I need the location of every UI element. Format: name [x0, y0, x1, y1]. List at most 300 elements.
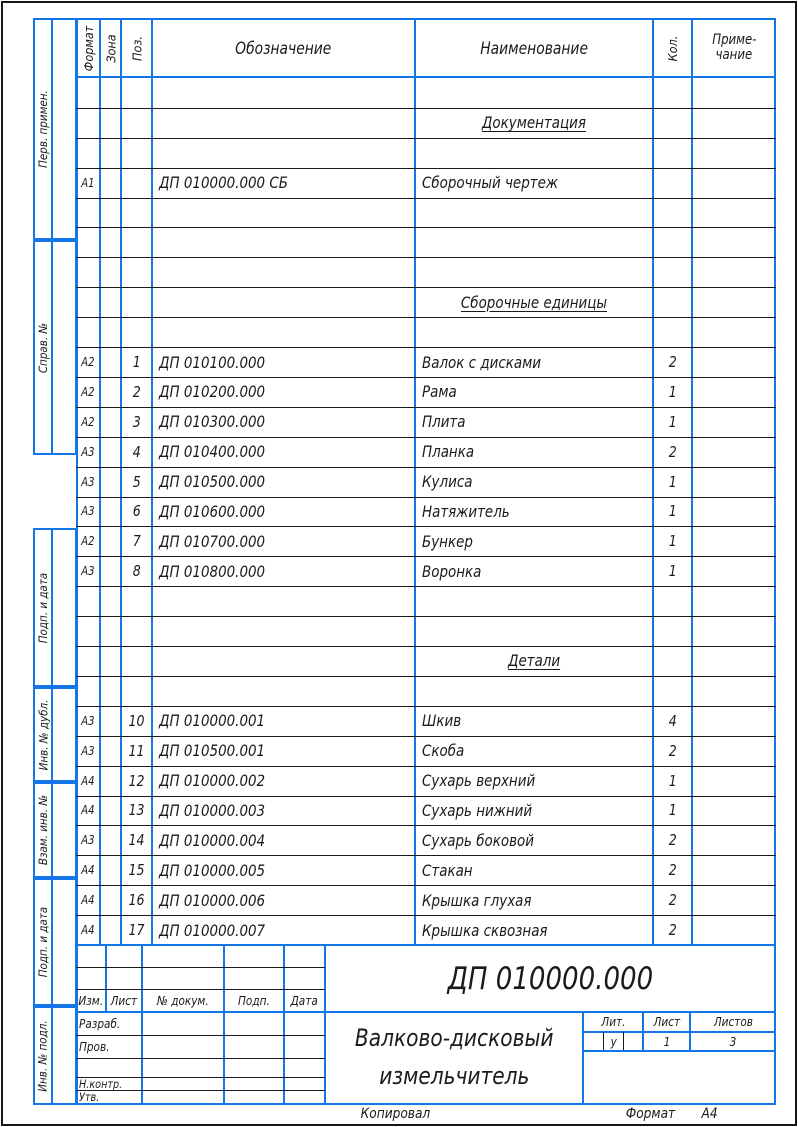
cell-qty: [653, 885, 692, 915]
cell-format: [76, 407, 100, 437]
spec-row: [76, 227, 776, 258]
cell-name: [415, 467, 653, 497]
cell-designation: [152, 317, 415, 347]
column-header-zone: Зона: [103, 33, 118, 63]
cell-text: Воронка: [422, 561, 482, 581]
sidebar-segment-vzam-inv: [33, 782, 77, 878]
cell-format: [76, 467, 100, 497]
cell-pos: [121, 198, 152, 228]
section-row: [76, 108, 776, 139]
cell-text: ДП 010600.000: [159, 501, 266, 521]
cell-zone: [100, 407, 121, 437]
cell-note: [692, 676, 776, 706]
cell-pos: [121, 168, 152, 198]
cell-name: [415, 915, 653, 945]
cell-note: [692, 556, 776, 586]
product-name: Валково-дисковый измельчитель: [354, 1024, 554, 1090]
cell-text: ДП 010700.000: [159, 531, 266, 551]
spec-row: [76, 317, 776, 348]
sidebar-label: Подп. и дата: [36, 572, 50, 643]
cell-designation: [152, 616, 415, 646]
cell-zone: [100, 676, 121, 706]
cell-note: [692, 257, 776, 287]
cell-text: 10: [128, 711, 145, 730]
section-row: [76, 646, 776, 677]
cell-note: [692, 347, 776, 377]
header-izm: Изм.: [78, 993, 104, 1008]
cell-format: [76, 257, 100, 287]
spec-row: [76, 257, 776, 288]
segment-divider: [51, 689, 53, 780]
cell-note: [692, 407, 776, 437]
cell-text: А4: [81, 923, 95, 938]
cell-zone: [100, 526, 121, 556]
sidebar-segment-sprav-no: [33, 240, 77, 455]
cell-name: [415, 287, 653, 317]
sheet-label: Лист: [653, 1013, 680, 1029]
sheets-label: Листов: [713, 1013, 753, 1029]
column-header-qty: Кол.: [665, 35, 680, 61]
cell-text: А1: [81, 175, 95, 190]
document-number: ДП 010000.000: [447, 960, 654, 997]
cell-text: А3: [81, 474, 95, 489]
cell-text: 2: [668, 353, 677, 371]
spec-row: [76, 377, 776, 408]
section-title: Документация: [481, 113, 587, 133]
cell-qty: [653, 646, 692, 676]
cell-name: [415, 855, 653, 885]
cell-format: [76, 497, 100, 527]
cell-pos: [121, 497, 152, 527]
lit-label: Лит.: [600, 1013, 626, 1029]
cell-text: ДП 010500.001: [159, 741, 266, 761]
cell-qty: [653, 407, 692, 437]
cell-name: [415, 616, 653, 646]
cell-zone: [100, 556, 121, 586]
cell-note: [692, 78, 776, 108]
role-nkontr: Н.контр.: [79, 1076, 123, 1091]
cell-text: ДП 010000.001: [159, 711, 266, 731]
cell-pos: [121, 796, 152, 826]
cell-pos: [121, 586, 152, 616]
cell-designation: [152, 885, 415, 915]
cell-text: ДП 010000.003: [159, 800, 266, 820]
cell-designation: [152, 168, 415, 198]
cell-qty: [653, 736, 692, 766]
format-value: А4: [701, 1106, 719, 1122]
spec-row: [76, 347, 776, 378]
header-doc-number: № докум.: [157, 993, 209, 1008]
cell-designation: [152, 227, 415, 257]
cell-qty: [653, 347, 692, 377]
cell-text: А4: [81, 893, 95, 908]
cell-designation: [152, 586, 415, 616]
cell-text: Крышка глухая: [422, 890, 532, 910]
sidebar-label: Подп. и дата: [36, 906, 50, 978]
header-data: Дата: [290, 993, 319, 1008]
spec-row: [76, 855, 776, 886]
sheet-value: 1: [663, 1033, 670, 1049]
cell-note: [692, 736, 776, 766]
cell-note: [692, 915, 776, 945]
cell-text: Сухарь боковой: [422, 830, 534, 850]
cell-text: А3: [81, 833, 95, 848]
cell-designation: [152, 347, 415, 377]
cell-zone: [100, 497, 121, 527]
cell-name: [415, 736, 653, 766]
cell-designation: [152, 526, 415, 556]
segment-divider: [51, 880, 53, 1004]
cell-text: 11: [128, 741, 145, 760]
sidebar-label: Инв. № дубл.: [36, 699, 50, 770]
cell-note: [692, 825, 776, 855]
spec-row: [76, 616, 776, 647]
cell-text: А2: [81, 355, 95, 369]
cell-text: 12: [128, 771, 145, 790]
cell-note: [692, 526, 776, 556]
cell-qty: [653, 676, 692, 706]
cell-qty: [653, 108, 692, 138]
spec-row: [76, 437, 776, 468]
cell-pos: [121, 556, 152, 586]
cell-name: [415, 257, 653, 287]
cell-designation: [152, 556, 415, 586]
cell-text: 14: [128, 831, 145, 850]
cell-text: 3: [132, 412, 141, 431]
cell-note: [692, 855, 776, 885]
cell-zone: [100, 616, 121, 646]
sidebar-label: Инв. № подл.: [36, 1019, 50, 1092]
cell-format: [76, 736, 100, 766]
cell-zone: [100, 885, 121, 915]
cell-note: [692, 885, 776, 915]
spec-row: [76, 586, 776, 617]
cell-pos: [121, 855, 152, 885]
cell-zone: [100, 915, 121, 945]
cell-designation: [152, 108, 415, 138]
cell-format: [76, 646, 100, 676]
role-razrab: Разраб.: [79, 1016, 121, 1031]
spec-row: [76, 198, 776, 229]
cell-text: 1: [668, 562, 677, 581]
cell-designation: [152, 855, 415, 885]
cell-text: 7: [132, 532, 141, 551]
cell-qty: [653, 915, 692, 945]
cell-format: [76, 317, 100, 347]
cell-note: [692, 497, 776, 527]
cell-text: ДП 010100.000: [159, 352, 266, 372]
cell-qty: [653, 526, 692, 556]
header-list: Лист: [110, 993, 138, 1008]
cell-zone: [100, 766, 121, 796]
cell-designation: [152, 467, 415, 497]
cell-designation: [152, 796, 415, 826]
spec-row: [76, 138, 776, 169]
cell-zone: [100, 168, 121, 198]
cell-designation: [152, 676, 415, 706]
cell-qty: [653, 796, 692, 826]
cell-format: [76, 287, 100, 317]
spec-row: [76, 885, 776, 916]
section-title: Детали: [507, 651, 561, 671]
spec-row: [76, 78, 776, 109]
cell-note: [692, 706, 776, 736]
cell-zone: [100, 855, 121, 885]
column-header-designation: Обозначение: [235, 38, 332, 58]
cell-format: [76, 168, 100, 198]
cell-qty: [653, 497, 692, 527]
cell-name: [415, 646, 653, 676]
cell-text: 1: [668, 412, 677, 431]
sheets-value: 3: [729, 1033, 737, 1049]
cell-designation: [152, 915, 415, 945]
cell-pos: [121, 78, 152, 108]
cell-name: [415, 556, 653, 586]
cell-format: [76, 796, 100, 826]
sidebar-segment-perv-primen: [33, 18, 77, 240]
cell-pos: [121, 108, 152, 138]
cell-designation: [152, 437, 415, 467]
section-title: Сборочные единицы: [460, 292, 608, 312]
spec-row: [76, 706, 776, 737]
cell-qty: [653, 168, 692, 198]
cell-qty: [653, 227, 692, 257]
spec-row: [76, 168, 776, 199]
cell-zone: [100, 736, 121, 766]
cell-name: [415, 885, 653, 915]
column-header-pos: Поз.: [128, 35, 144, 61]
cell-name: [415, 78, 653, 108]
cell-zone: [100, 317, 121, 347]
cell-qty: [653, 377, 692, 407]
cell-name: [415, 586, 653, 616]
cell-zone: [100, 796, 121, 826]
cell-name: [415, 198, 653, 228]
cell-name: [415, 676, 653, 706]
cell-text: Сухарь нижний: [422, 800, 533, 820]
spec-row: [76, 915, 776, 945]
cell-note: [692, 796, 776, 826]
cell-text: 2: [668, 921, 677, 940]
cell-text: 1: [668, 771, 677, 790]
cell-name: [415, 796, 653, 826]
cell-text: А3: [81, 564, 95, 579]
cell-note: [692, 586, 776, 616]
cell-zone: [100, 108, 121, 138]
cell-text: ДП 010500.000: [159, 472, 266, 492]
cell-pos: [121, 676, 152, 706]
cell-text: А2: [81, 414, 95, 429]
cell-text: Шкив: [422, 711, 462, 731]
cell-text: 1: [668, 532, 677, 551]
cell-name: [415, 138, 653, 168]
cell-qty: [653, 287, 692, 317]
cell-text: 2: [668, 891, 677, 910]
spec-row: [76, 526, 776, 557]
cell-text: Валок с дисками: [422, 352, 541, 372]
cell-text: А3: [81, 444, 95, 459]
cell-format: [76, 138, 100, 168]
sidebar-segment-inv-podl: [33, 1006, 77, 1105]
header-podp: Подп.: [238, 993, 270, 1008]
cell-designation: [152, 825, 415, 855]
cell-pos: [121, 257, 152, 287]
cell-text: 4: [668, 711, 677, 730]
cell-name: [415, 766, 653, 796]
cell-text: А4: [81, 803, 95, 818]
cell-text: Крышка сквозная: [422, 920, 548, 940]
cell-designation: [152, 766, 415, 796]
cell-name: [415, 168, 653, 198]
cell-qty: [653, 467, 692, 497]
cell-text: Бункер: [422, 531, 473, 551]
cell-text: 1: [668, 502, 677, 521]
segment-divider: [51, 20, 53, 238]
cell-pos: [121, 825, 152, 855]
cell-text: 17: [128, 921, 145, 940]
cell-zone: [100, 347, 121, 377]
cell-note: [692, 646, 776, 676]
kopiroval-label: Копировал: [360, 1106, 430, 1122]
cell-pos: [121, 287, 152, 317]
cell-note: [692, 287, 776, 317]
spec-row: [76, 825, 776, 856]
cell-qty: [653, 855, 692, 885]
spec-row: [76, 467, 776, 498]
cell-text: 13: [128, 801, 145, 820]
cell-zone: [100, 437, 121, 467]
column-header-note: Приме- чание: [711, 32, 757, 63]
cell-designation: [152, 407, 415, 437]
cell-text: ДП 010400.000: [159, 442, 266, 462]
cell-qty: [653, 766, 692, 796]
cell-pos: [121, 766, 152, 796]
cell-format: [76, 556, 100, 586]
cell-format: [76, 825, 100, 855]
cell-text: Рама: [422, 382, 457, 402]
cell-text: 2: [132, 382, 141, 401]
cell-format: [76, 766, 100, 796]
cell-format: [76, 885, 100, 915]
cell-note: [692, 377, 776, 407]
cell-pos: [121, 616, 152, 646]
cell-text: 1: [668, 382, 677, 401]
cell-zone: [100, 646, 121, 676]
cell-note: [692, 168, 776, 198]
cell-pos: [121, 526, 152, 556]
cell-pos: [121, 138, 152, 168]
spec-table-body: [76, 78, 776, 945]
cell-name: [415, 526, 653, 556]
cell-name: [415, 407, 653, 437]
lit-value: у: [610, 1033, 617, 1049]
cell-text: 16: [128, 891, 145, 910]
cell-pos: [121, 377, 152, 407]
cell-format: [76, 347, 100, 377]
cell-text: ДП 010000.002: [159, 771, 266, 791]
cell-qty: [653, 138, 692, 168]
cell-zone: [100, 227, 121, 257]
column-header-format: Формат: [80, 25, 96, 71]
cell-text: А3: [81, 504, 95, 519]
cell-text: 1: [668, 801, 677, 820]
cell-name: [415, 706, 653, 736]
segment-divider: [51, 530, 53, 685]
cell-note: [692, 467, 776, 497]
cell-pos: [121, 347, 152, 377]
spec-row: [76, 676, 776, 707]
cell-zone: [100, 377, 121, 407]
cell-note: [692, 198, 776, 228]
cell-text: ДП 010300.000: [159, 412, 266, 432]
sidebar-segment-podp-data-1: [33, 528, 77, 687]
cell-note: [692, 616, 776, 646]
cell-name: [415, 317, 653, 347]
cell-designation: [152, 377, 415, 407]
cell-note: [692, 108, 776, 138]
segment-divider: [51, 1008, 53, 1103]
cell-text: 15: [128, 861, 145, 880]
cell-qty: [653, 198, 692, 228]
spec-row: [76, 736, 776, 767]
cell-pos: [121, 915, 152, 945]
cell-pos: [121, 227, 152, 257]
cell-name: [415, 437, 653, 467]
cell-format: [76, 706, 100, 736]
cell-text: А4: [81, 863, 95, 878]
cell-designation: [152, 497, 415, 527]
cell-designation: [152, 287, 415, 317]
cell-qty: [653, 317, 692, 347]
drawing-frame: [76, 18, 776, 1105]
cell-text: Планка: [422, 442, 475, 462]
cell-qty: [653, 556, 692, 586]
cell-note: [692, 227, 776, 257]
cell-designation: [152, 198, 415, 228]
cell-zone: [100, 198, 121, 228]
cell-designation: [152, 257, 415, 287]
cell-text: Натяжитель: [422, 501, 510, 521]
cell-zone: [100, 825, 121, 855]
segment-divider: [51, 784, 53, 876]
cell-pos: [121, 885, 152, 915]
cell-format: [76, 437, 100, 467]
cell-format: [76, 915, 100, 945]
spec-row: [76, 407, 776, 438]
cell-name: [415, 497, 653, 527]
cell-designation: [152, 138, 415, 168]
spec-row: [76, 556, 776, 587]
cell-format: [76, 676, 100, 706]
format-label: Формат: [625, 1106, 675, 1122]
cell-text: Скоба: [422, 741, 465, 761]
cell-name: [415, 108, 653, 138]
cell-text: ДП 010000.006: [159, 890, 266, 910]
cell-pos: [121, 706, 152, 736]
cell-zone: [100, 138, 121, 168]
cell-designation: [152, 736, 415, 766]
spec-row: [76, 796, 776, 827]
cell-zone: [100, 257, 121, 287]
cell-text: 2: [668, 831, 677, 850]
cell-pos: [121, 407, 152, 437]
cell-text: ДП 010800.000: [159, 561, 266, 581]
cell-format: [76, 616, 100, 646]
cell-name: [415, 227, 653, 257]
cell-zone: [100, 586, 121, 616]
column-header-name: Наименование: [480, 38, 588, 58]
cell-text: 2: [668, 442, 677, 461]
